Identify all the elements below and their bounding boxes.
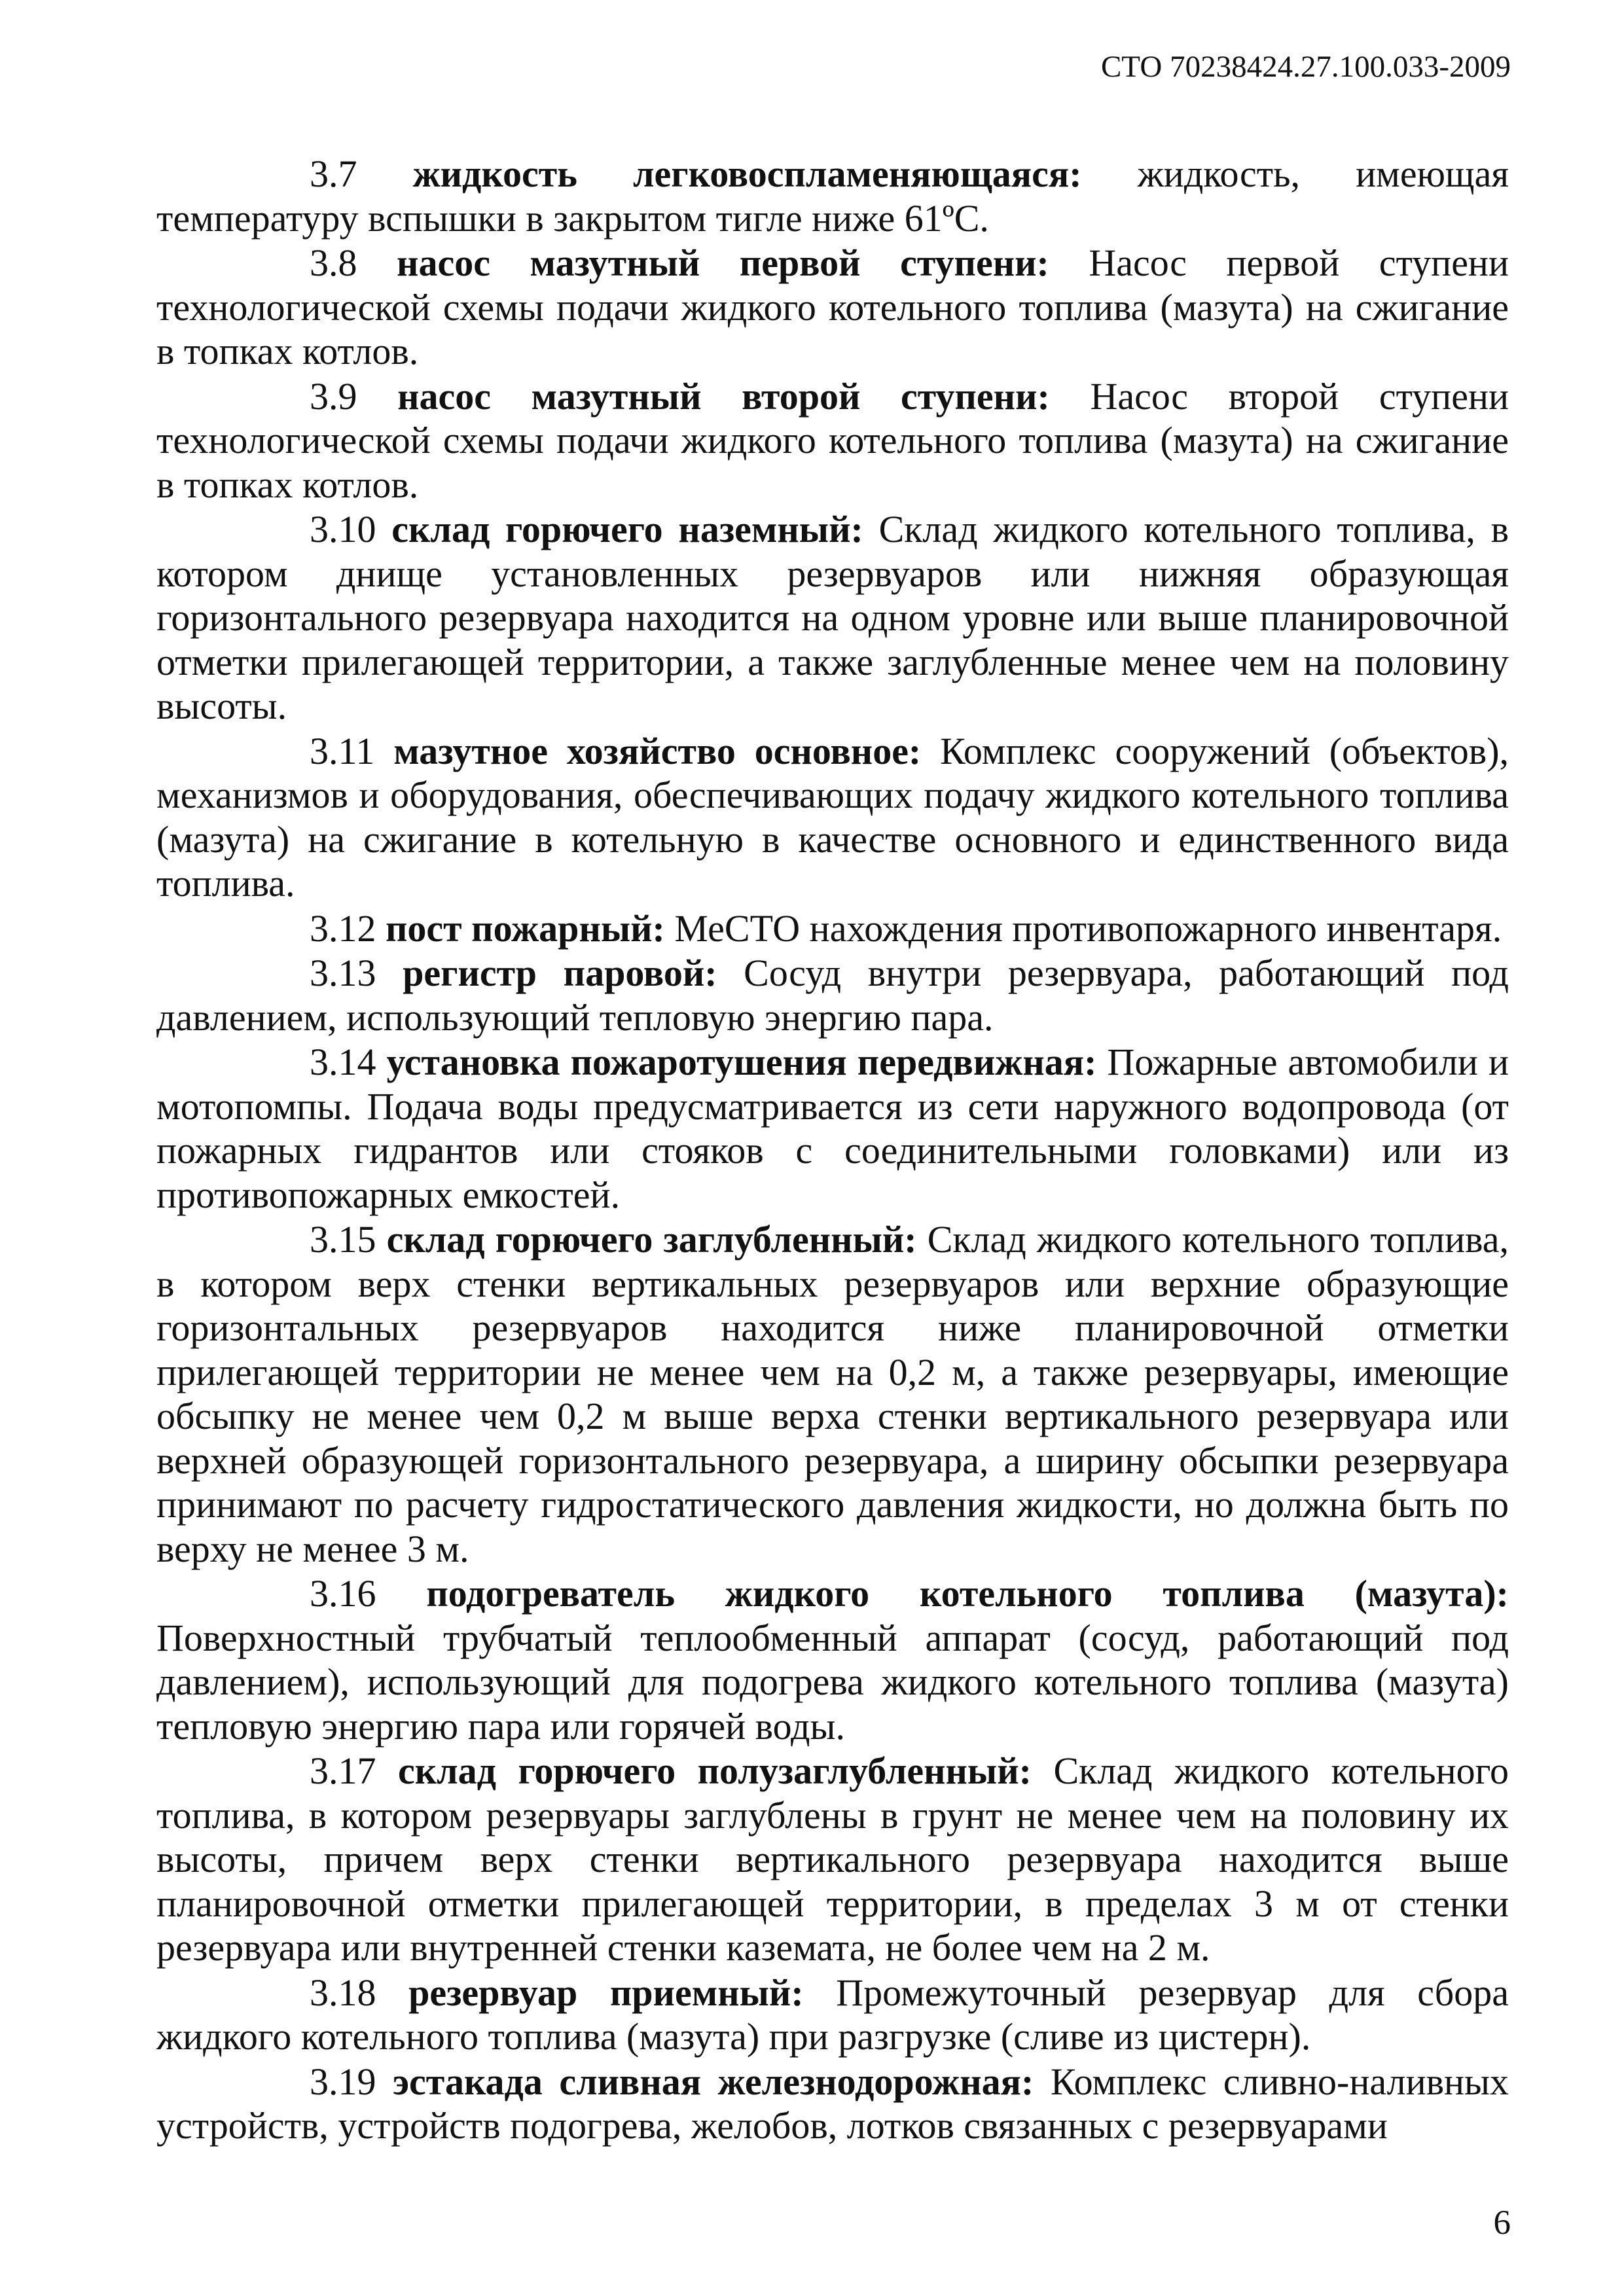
term-name: склад горючего наземный:	[391, 508, 863, 550]
term-definition: Поверхностный трубчатый теплообменный аппарат (сосуд, работающий под давлением), использующий для подогрева жидкого котельного топлива (мазута) тепловую энергию пара или горячей воды.	[156, 1616, 1509, 1748]
term-name: установка пожаротушения передвижная:	[386, 1041, 1097, 1083]
term-definition: Пожарные автомобили и мотопомпы. Подача воды предусматривается из сети наружного водопровода (от пожарных гидрантов или стояков с соединительными головками) или из противопожарных емкостей.	[156, 1041, 1509, 1216]
term-entry	[156, 374, 1509, 507]
term-entry	[156, 729, 1509, 906]
term-name: насос мазутный второй ступени:	[397, 374, 1050, 418]
term-entry	[156, 1217, 1509, 1571]
term-name: склад горючего заглубленный:	[386, 1218, 917, 1261]
term-name: эстакада сливная железнодорожная:	[392, 2060, 1034, 2103]
term-number: 3.8	[310, 242, 357, 284]
term-number: 3.12	[310, 906, 376, 950]
term-entry	[156, 1971, 1509, 2059]
term-name: насос мазутный первой ступени:	[397, 242, 1049, 284]
term-definition: Комплекс сливно-наливных устройств, устройств подогрева, желобов, лотков связанных с резервуарами	[156, 2060, 1509, 2147]
term-number: 3.15	[310, 1218, 376, 1261]
term-name: мазутное хозяйство основное:	[393, 729, 922, 772]
term-entry	[156, 241, 1509, 374]
term-number: 3.18	[310, 1971, 376, 2014]
term-entry	[156, 152, 1509, 240]
term-number: 3.10	[310, 508, 376, 550]
term-name: регистр паровой:	[403, 952, 717, 994]
term-name: пост пожарный:	[386, 906, 665, 950]
term-entry	[156, 1749, 1509, 1970]
term-entry	[156, 507, 1509, 728]
term-number: 3.17	[310, 1749, 376, 1792]
term-number: 3.9	[310, 374, 357, 418]
term-definition: МеСТО нахождения противопожарного инвентаря.	[674, 906, 1502, 950]
term-definition: Склад жидкого котельного топлива, в котором резервуары заглублены в грунт не менее чем на половину их высоты, причем верх стенки вертикального резервуара находится выше планировочной отметки прилегающей территории, в пределах 3 м от стенки резервуара или внутренней стенки каземата, не более чем на 2 м.	[156, 1749, 1509, 1969]
term-definition: Склад жидкого котельного топлива, в котором днище установленных резервуаров или нижняя образующая горизонтального резервуара находится на одном уровне или выше планировочной отметки прилегающей территории, а также заглубленные менее чем на половину высоты.	[156, 508, 1509, 727]
term-number: 3.16	[310, 1572, 376, 1615]
term-name: резервуар приемный:	[408, 1971, 804, 2014]
term-definition: Сосуд внутри резервуара, работающий под давлением, использующий тепловую энергию пара.	[156, 952, 1509, 1039]
document-code: СТО 70238424.27.100.033-2009	[1100, 50, 1511, 84]
term-entry	[156, 906, 1509, 951]
terms-list	[156, 152, 1509, 2148]
term-number: 3.13	[310, 952, 376, 994]
term-name: жидкость легковоспламеняющаяся:	[412, 152, 1082, 195]
term-number: 3.19	[310, 2060, 376, 2103]
term-definition: Комплекс сооружений (объектов), механизмов и оборудования, обеспечивающих подачу жидкого котельного топлива (мазута) на сжигание в котельную в качестве основного и единственного вида топлива.	[156, 729, 1509, 905]
term-definition: Промежуточный резервуар для сбора жидкого котельного топлива (мазута) при разгрузке (сливе из цистерн).	[156, 1971, 1509, 2058]
term-entry	[156, 951, 1509, 1039]
term-name: склад горючего полузаглубленный:	[397, 1749, 1032, 1792]
term-number: 3.7	[310, 152, 357, 195]
term-entry	[156, 2060, 1509, 2148]
term-name: подогреватель жидкого котельного топлива (мазута):	[426, 1572, 1509, 1615]
term-definition: жидкость, имеющая температуру вспышки в закрытом тигле ниже 61ºС.	[156, 152, 1509, 240]
term-definition: Склад жидкого котельного топлива, в котором верх стенки вертикальных резервуаров или верхние образующие горизонтальных резервуаров находится ниже планировочной отметки прилегающей территории не менее чем на 0,2 м, а также резервуары, имеющие обсыпку не менее чем 0,2 м выше верха стенки вертикального резервуара или верхней образующей горизонтального резервуара, а ширину обсыпки резервуара принимают по расчету гидростатического давления жидкости, но должна быть по верху не менее 3 м.	[156, 1218, 1509, 1570]
page-number: 6	[1493, 2204, 1511, 2242]
term-entry	[156, 1571, 1509, 1748]
term-entry	[156, 1040, 1509, 1217]
term-number: 3.14	[310, 1041, 376, 1083]
term-definition: Насос первой ступени технологической схемы подачи жидкого котельного топлива (мазута) на сжигание в топках котлов.	[156, 242, 1509, 372]
term-definition: Насос второй ступени технологической схемы подачи жидкого котельного топлива (мазута) на сжигание в топках котлов.	[156, 374, 1509, 506]
term-number: 3.11	[310, 729, 375, 772]
